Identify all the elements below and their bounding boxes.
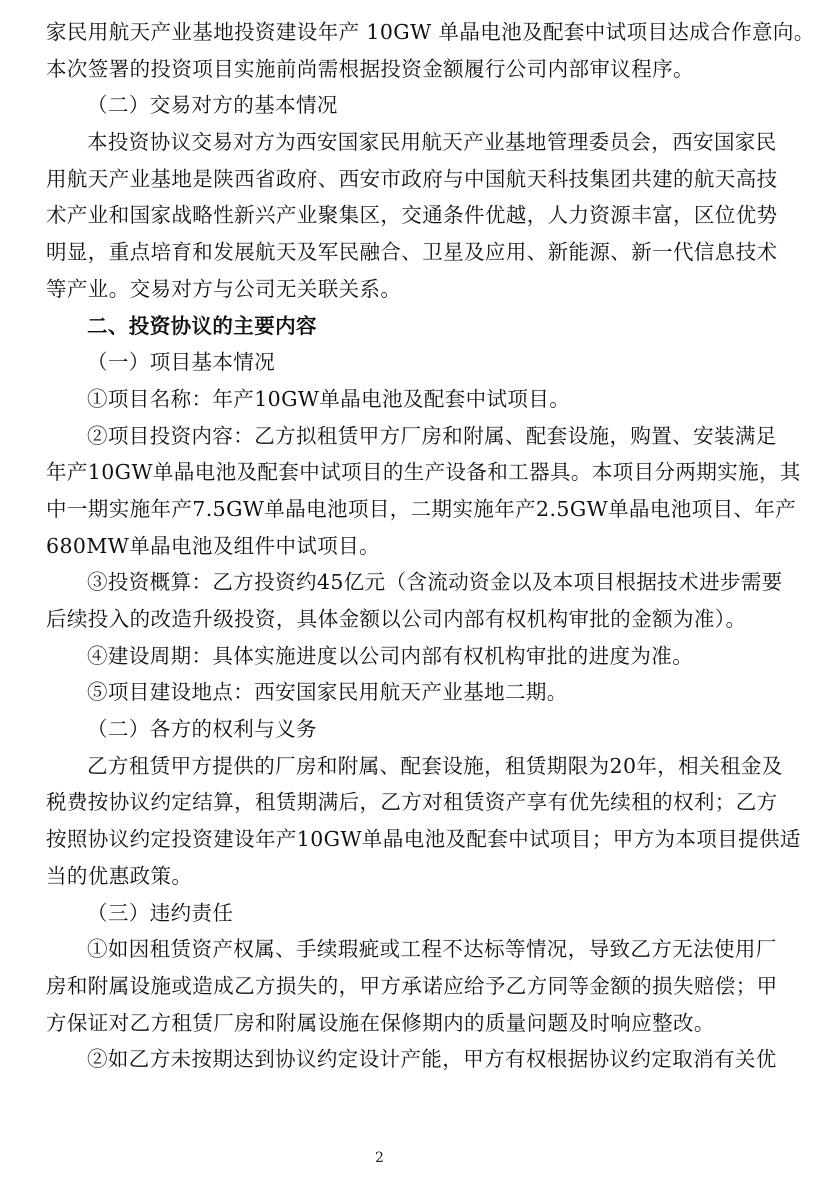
text-line: 中一期实施年产7.5GW单晶电池项目，二期实施年产2.5GW单晶电池项目、年产 bbox=[46, 496, 797, 521]
text-line: 按照协议约定投资建设年产10GW单晶电池及配套中试项目；甲方为本项目提供适 bbox=[46, 827, 801, 852]
text-line: 本次签署的投资项目实施前尚需根据投资金额履行公司内部审议程序。 bbox=[46, 56, 694, 81]
text-line: ②项目投资内容：乙方拟租赁甲方厂房和附属、配套设施，购置、安装满足 bbox=[87, 423, 777, 448]
text-line: ③投资概算：乙方投资约45亿元（含流动资金以及本项目根据技术进步需要 bbox=[87, 570, 783, 595]
text-line: 本投资协议交易对方为西安国家民用航天产业基地管理委员会，西安国家民 bbox=[87, 130, 777, 155]
text-line: ④建设周期：具体实施进度以公司内部有权机构审批的进度为准。 bbox=[87, 643, 694, 668]
text-line: ①项目名称：年产10GW单晶电池及配套中试项目。 bbox=[87, 386, 571, 411]
text-line: 方保证对乙方租赁厂房和附属设施在保修期内的质量问题及时响应整改。 bbox=[46, 1010, 715, 1035]
text-line: 后续投入的改造升级投资，具体金额以公司内部有权机构审批的金额为准）。 bbox=[46, 607, 747, 631]
text-line: （二）各方的权利与义务 bbox=[87, 717, 317, 742]
text-line: ②如乙方未按期达到协议约定设计产能，甲方有权根据协议约定取消有关优 bbox=[87, 1047, 777, 1072]
text-line: 用航天产业基地是陕西省政府、西安市政府与中国航天科技集团共建的航天高技 bbox=[46, 166, 778, 191]
text-line: 当的优惠政策。 bbox=[46, 863, 193, 888]
text-line: 年产10GW单晶电池及配套中试项目的生产设备和工器具。本项目分两期实施，其 bbox=[46, 460, 801, 485]
page-number: 2 bbox=[375, 1150, 384, 1166]
text-line: （一）项目基本情况 bbox=[87, 350, 276, 375]
text-line: 680MW单晶电池及组件中试项目。 bbox=[46, 533, 380, 558]
text-line: 家民用航天产业基地投资建设年产 10GW 单晶电池及配套中试项目达成合作意向。 bbox=[46, 20, 815, 44]
text-line: ⑤项目建设地点：西安国家民用航天产业基地二期。 bbox=[87, 680, 568, 705]
text-line: （三）违约责任 bbox=[87, 900, 234, 925]
text-line: 等产业。交易对方与公司无关联关系。 bbox=[46, 276, 402, 301]
document-body bbox=[46, 14, 815, 1078]
text-line: 税费按协议约定结算，租赁期满后，乙方对租赁资产享有优先续租的权利；乙方 bbox=[46, 790, 778, 815]
text-line: 乙方租赁甲方提供的厂房和附属、配套设施，租赁期限为20年，相关租金及 bbox=[87, 753, 783, 778]
text-line: 明显，重点培育和发展航天及军民融合、卫星及应用、新能源、新一代信息技术 bbox=[46, 240, 778, 265]
text-line: 术产业和国家战略性新兴产业聚集区，交通条件优越，人力资源丰富，区位优势 bbox=[46, 203, 778, 228]
text-line: ①如因租赁资产权属、手续瑕疵或工程不达标等情况，导致乙方无法使用厂 bbox=[87, 937, 777, 962]
text-line: （二）交易对方的基本情况 bbox=[87, 93, 338, 118]
text-line: 房和附属设施或造成乙方损失的，甲方承诺应给予乙方同等金额的损失赔偿；甲 bbox=[46, 973, 778, 998]
section-heading: 二、投资协议的主要内容 bbox=[87, 313, 317, 338]
